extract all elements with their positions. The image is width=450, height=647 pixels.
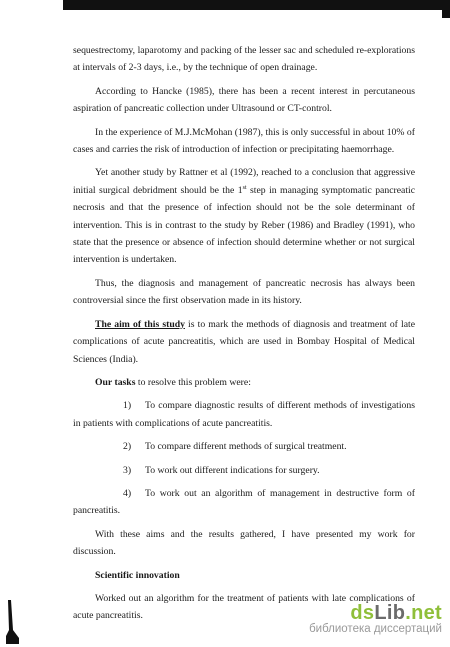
- paragraph-3: In the experience of M.J.McMohan (1987), this is only successful in about 10% of cases and carries the risk of introduction of infection or precipitating haemorrhage.: [73, 126, 415, 156]
- paragraph-after-tasks: With these aims and the results gathered, I have presented my work for discussion.: [73, 528, 415, 558]
- innovation-heading: Scientific innovation: [95, 569, 180, 581]
- dslib-subtitle: библиотека диссертаций: [309, 623, 442, 635]
- document-page: [73, 42, 415, 631]
- paragraph-1: sequestrectomy, laparotomy and packing of the lesser sac and scheduled re-explorations at intervals of 2-3 days, i.e., by the technique of open drainage.: [73, 45, 415, 74]
- superscript-st: st: [242, 184, 247, 191]
- task-number: 2): [123, 441, 132, 453]
- task-item-2: [73, 438, 415, 455]
- tasks-text: to resolve this problem were:: [135, 376, 251, 388]
- paragraph-4-part-b: step in managing symptomatic pancreatic necrosis and that the presence of infection should not be the sole determinant of intervention. This is in contrast to the study by Reber (1986) and Bradley (1991), who state that the presence or absence of infection should determine whether or not surgical intervention is undertaken.: [73, 184, 415, 266]
- paragraph-4: [73, 164, 415, 268]
- dslib-watermark: [309, 602, 442, 635]
- paragraph-2: According to Hancke (1985), there has been a recent interest in percutaneous aspiration of pancreatic collection under Ultrasound or CT-control.: [73, 85, 415, 115]
- task-text: To compare different methods of surgical treatment.: [145, 441, 347, 453]
- aim-label: The aim of this study: [95, 318, 185, 330]
- task-number: 3): [123, 464, 132, 476]
- task-number: 4): [123, 487, 132, 499]
- task-item-4: [73, 485, 415, 520]
- tasks-label: Our tasks: [95, 376, 136, 388]
- tasks-intro: [73, 374, 415, 391]
- innovation-text: Worked out an algorithm for the treatment of patients with late complications of acute pancreatitis.: [73, 592, 415, 622]
- scan-top-border: [63, 0, 450, 10]
- dslib-logo: dsLib.net: [350, 602, 442, 624]
- task-text: To work out different indications for surgery.: [145, 464, 320, 476]
- task-number: 1): [123, 400, 132, 412]
- task-text: To work out an algorithm of management in destructive form of pancreatitis.: [73, 487, 415, 517]
- scan-edge-mark: [6, 600, 20, 644]
- paragraph-4-part-a: Yet another study by Rattner et al (1992), reached to a conclusion that aggressive initial surgical debridment should be the 1: [73, 167, 415, 196]
- aim-text: is to mark the methods of diagnosis and treatment of late complications of acute pancreatitis, which are used in Bombay Hospital of Medical Sciences (India).: [73, 318, 415, 365]
- paragraph-5: Thus, the diagnosis and management of pancreatic necrosis has always been controversial since the first observation made in its history.: [73, 277, 415, 307]
- task-item-1: [73, 397, 415, 432]
- aim-paragraph: [73, 316, 415, 368]
- task-text: To compare diagnostic results of different methods of investigations in patients with complications of acute pancreatitis.: [73, 400, 415, 429]
- task-item-3: [73, 462, 415, 479]
